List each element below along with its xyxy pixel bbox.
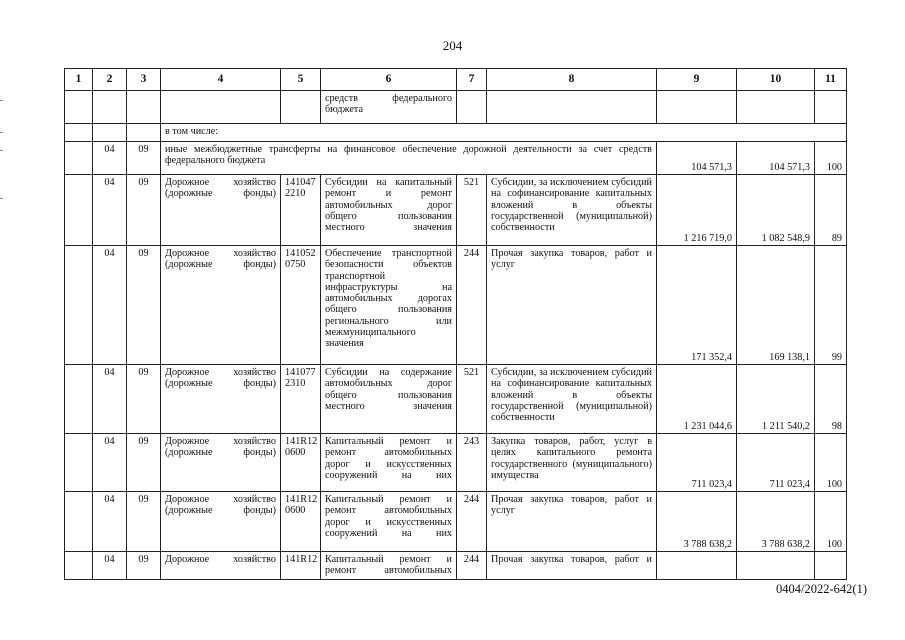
header-col-9: 9 — [657, 69, 737, 91]
cell-subsection: 09 — [127, 434, 161, 492]
cell-article-name: Субсидии на капитальный ремонт и ремонт автомобильных дорог общего пользования местного значения — [321, 175, 457, 246]
cell-execution-percent — [815, 552, 847, 580]
cell-subsection: 09 — [127, 175, 161, 246]
header-col-6: 6 — [321, 69, 457, 91]
cell-expense-name: Прочая закупка товаров, работ и — [487, 552, 657, 580]
cell-row-number — [65, 175, 93, 246]
cell-execution-percent: 99 — [815, 246, 847, 365]
cell-section: 04 — [93, 246, 127, 365]
cell-executed-amount: 1 082 548,9 — [737, 175, 815, 246]
cell-article-name: Субсидии на содержание автомобильных дорог общего пользования местного значения — [321, 365, 457, 434]
cell-section: 04 — [93, 552, 127, 580]
cell-expense-name: Прочая закупка товаров, работ и услуг — [487, 246, 657, 365]
table-row-mbt — [65, 142, 847, 175]
cell-executed-amount — [737, 552, 815, 580]
cell-target-article: 141R12 0600 — [281, 492, 321, 552]
cell-subsection: 09 — [127, 552, 161, 580]
cell-section-name: Дорожное хозяйство (дорожные фонды) — [161, 175, 281, 246]
header-col-7: 7 — [457, 69, 487, 91]
cell-expense-type: 244 — [457, 492, 487, 552]
table-row-including — [65, 124, 847, 142]
page-number: 204 — [442, 38, 463, 53]
cell-execution-percent: 89 — [815, 175, 847, 246]
cell-section: 04 — [93, 365, 127, 434]
cell-planned-amount: 3 788 638,2 — [657, 492, 737, 552]
cell-article-name: Обеспечение транспортной безопасности объектов транспортной инфраструктуры на автомобильных дорогах общего пользования регионального или межмуниципального значения — [321, 246, 457, 365]
scan-edge-mark — [0, 132, 3, 133]
cell-planned-amount: 104 571,3 — [657, 142, 737, 175]
cell-description: средств федерального бюджета — [321, 91, 457, 124]
cell-article-name: Капитальный ремонт и ремонт автомобильных дорог и искусственных сооружений на них — [321, 492, 457, 552]
cell-subsection: 09 — [127, 365, 161, 434]
cell-planned-amount — [657, 552, 737, 580]
cell-including-label: в том числе: — [161, 124, 847, 142]
scan-edge-mark — [0, 198, 3, 199]
cell-section: 04 — [93, 492, 127, 552]
header-col-5: 5 — [281, 69, 321, 91]
cell-target-article: 141R12 0600 — [281, 434, 321, 492]
cell-expense-type: 244 — [457, 246, 487, 365]
cell-section: 04 — [93, 434, 127, 492]
cell-expense-type: 521 — [457, 175, 487, 246]
cell-article-name: Капитальный ремонт и ремонт автомобильных дорог и искусственных сооружений на них — [321, 434, 457, 492]
cell-section: 04 — [93, 175, 127, 246]
cell-planned-amount: 171 352,4 — [657, 246, 737, 365]
cell-expense-name: Прочая закупка товаров, работ и услуг — [487, 492, 657, 552]
cell-expense-type: 243 — [457, 434, 487, 492]
cell-expense-type: 244 — [457, 552, 487, 580]
cell-article-name: Капитальный ремонт и ремонт автомобильных — [321, 552, 457, 580]
table-row — [65, 434, 847, 492]
budget-table — [64, 68, 847, 580]
cell-subsection: 09 — [127, 142, 161, 175]
cell-executed-amount: 104 571,3 — [737, 142, 815, 175]
cell-row-number — [65, 552, 93, 580]
cell-section-name: Дорожное хозяйство (дорожные фонды) — [161, 434, 281, 492]
table-row-continuation — [65, 91, 847, 124]
table-row — [65, 492, 847, 552]
cell-expense-name: Субсидии, за исключением субсидий на софинансирование капитальных вложений в объекты государственной (муниципальной) собственности — [487, 365, 657, 434]
header-row — [65, 69, 847, 91]
cell-execution-percent: 100 — [815, 492, 847, 552]
cell-target-article: 141R12 — [281, 552, 321, 580]
cell-section-name: Дорожное хозяйство — [161, 552, 281, 580]
cell-row-number — [65, 434, 93, 492]
cell-executed-amount: 711 023,4 — [737, 434, 815, 492]
header-col-10: 10 — [737, 69, 815, 91]
cell-executed-amount: 1 211 540,2 — [737, 365, 815, 434]
cell-row-number — [65, 246, 93, 365]
document-code: 0404/2022-642(1) — [776, 582, 867, 596]
cell-row-number — [65, 492, 93, 552]
cell-planned-amount: 1 231 044,6 — [657, 365, 737, 434]
cell-expense-name: Закупка товаров, работ, услуг в целях капитального ремонта государственного (муниципального) имущества — [487, 434, 657, 492]
cell-target-article: 141077 2310 — [281, 365, 321, 434]
header-col-4: 4 — [161, 69, 281, 91]
header-col-11: 11 — [815, 69, 847, 91]
cell-section-name: Дорожное хозяйство (дорожные фонды) — [161, 365, 281, 434]
header-col-8: 8 — [487, 69, 657, 91]
cell-row-number — [65, 365, 93, 434]
cell-section-name: Дорожное хозяйство (дорожные фонды) — [161, 492, 281, 552]
cell-executed-amount: 169 138,1 — [737, 246, 815, 365]
table-row — [65, 246, 847, 365]
table-row — [65, 365, 847, 434]
cell-executed-amount: 3 788 638,2 — [737, 492, 815, 552]
cell-execution-percent: 98 — [815, 365, 847, 434]
cell-target-article: 141047 2210 — [281, 175, 321, 246]
scan-edge-mark — [0, 150, 3, 151]
cell-mbt-description: иные межбюджетные трансферты на финансовое обеспечение дорожной деятельности за счет средств федерального бюджета — [161, 142, 657, 175]
cell-planned-amount: 1 216 719,0 — [657, 175, 737, 246]
cell-execution-percent: 100 — [815, 434, 847, 492]
cell-subsection: 09 — [127, 246, 161, 365]
cell-subsection: 09 — [127, 492, 161, 552]
header-col-3: 3 — [127, 69, 161, 91]
cell-execution-percent: 100 — [815, 142, 847, 175]
cell-expense-name: Субсидии, за исключением субсидий на софинансирование капитальных вложений в объекты государственной (муниципальной) собственности — [487, 175, 657, 246]
cell-expense-type: 521 — [457, 365, 487, 434]
cell-target-article: 141052 0750 — [281, 246, 321, 365]
cell-planned-amount: 711 023,4 — [657, 434, 737, 492]
scan-edge-mark — [0, 100, 3, 101]
cell-section-name: Дорожное хозяйство (дорожные фонды) — [161, 246, 281, 365]
header-col-1: 1 — [65, 69, 93, 91]
table-row — [65, 175, 847, 246]
table-row — [65, 552, 847, 580]
cell-section: 04 — [93, 142, 127, 175]
header-col-2: 2 — [93, 69, 127, 91]
